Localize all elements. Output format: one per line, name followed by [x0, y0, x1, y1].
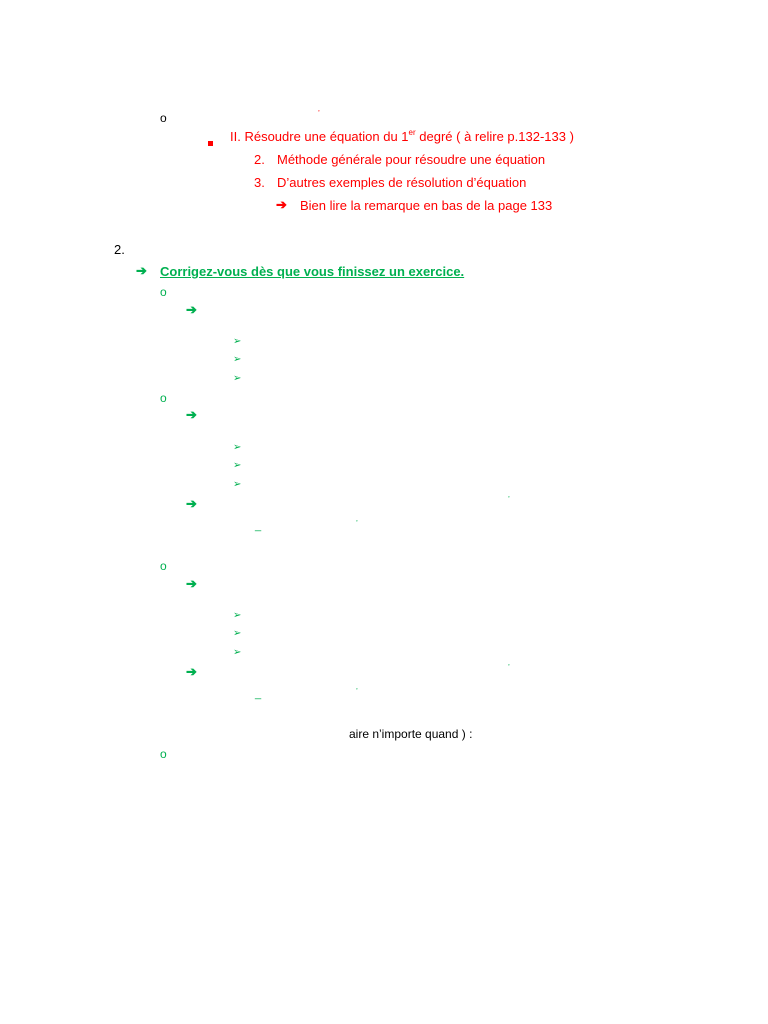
- dash-mark: _: [255, 688, 262, 700]
- arrow-icon: ➔: [186, 302, 197, 317]
- tick-mark: ’: [508, 495, 510, 504]
- circle-bullet: o: [160, 285, 167, 299]
- tick-mark: ’: [318, 109, 320, 118]
- list-item-resoudre: II. Résoudre une équation du 1er degré ( à relire p.132-133 ): [230, 128, 574, 144]
- tick-mark: ’: [508, 663, 510, 672]
- square-bullet: [208, 134, 213, 150]
- chevron-bullet-icon: ➢: [233, 628, 242, 639]
- section-number: 2.: [114, 242, 125, 257]
- arrow-icon: ➔: [186, 496, 197, 511]
- chevron-bullet-icon: ➢: [233, 442, 242, 453]
- sub-item-exemples: D’autres exemples de résolution d’équation: [277, 175, 527, 190]
- tick-mark: ’: [356, 519, 358, 528]
- chevron-bullet-icon: ➢: [233, 479, 242, 490]
- arrow-icon: ➔: [186, 576, 197, 591]
- chevron-bullet-icon: ➢: [233, 336, 242, 347]
- arrow-icon: ➔: [186, 407, 197, 422]
- sub-item-methode: Méthode générale pour résoudre une équation: [277, 152, 546, 167]
- dash-mark: _: [255, 520, 262, 532]
- chevron-bullet-icon: ➢: [233, 647, 242, 658]
- remark-text: Bien lire la remarque en bas de la page 133: [300, 198, 553, 213]
- instruction-text: Corrigez-vous dès que vous finissez un exercice.: [160, 264, 465, 279]
- arrow-icon: ➔: [186, 664, 197, 679]
- chevron-bullet-icon: ➢: [233, 610, 242, 621]
- chevron-bullet-icon: ➢: [233, 373, 242, 384]
- tick-mark: ’: [356, 687, 358, 696]
- sub-item-number: 3.: [254, 175, 265, 190]
- circle-bullet: o: [160, 391, 167, 405]
- circle-bullet: o: [160, 111, 167, 125]
- circle-bullet: o: [160, 747, 167, 761]
- text-fragment: aire n’importe quand ) :: [349, 727, 473, 741]
- circle-bullet: o: [160, 559, 167, 573]
- chevron-bullet-icon: ➢: [233, 460, 242, 471]
- chevron-bullet-icon: ➢: [233, 354, 242, 365]
- arrow-icon: ➔: [136, 263, 147, 278]
- sub-item-number: 2.: [254, 152, 265, 167]
- arrow-icon: ➔: [276, 197, 287, 212]
